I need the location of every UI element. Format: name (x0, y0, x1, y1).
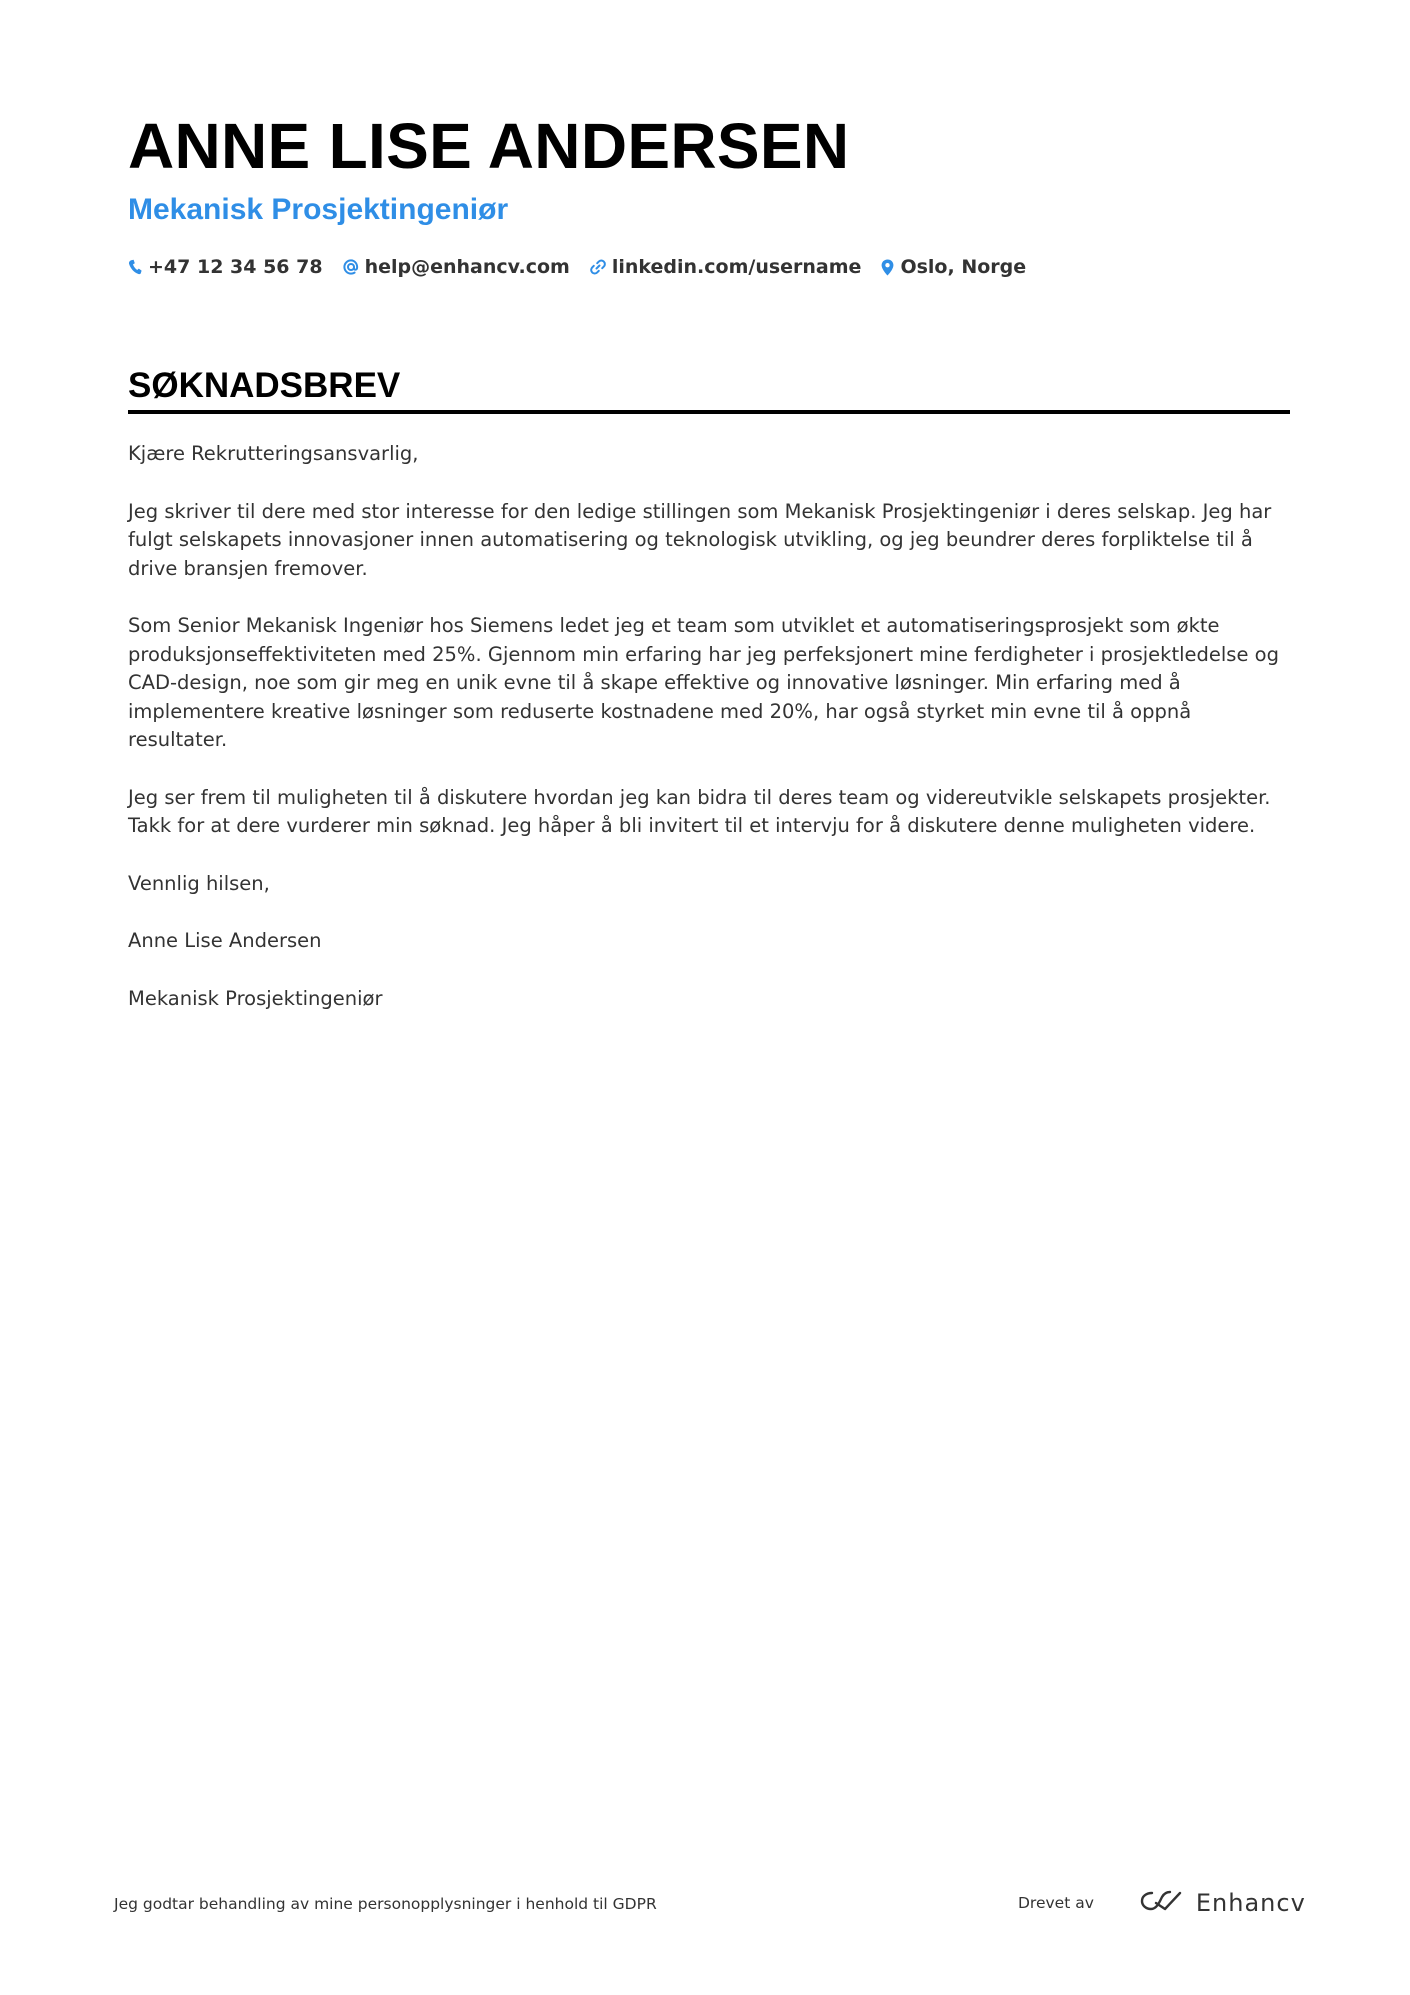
contact-phone (128, 252, 323, 282)
brand-name: Enhancv (1195, 1889, 1306, 1917)
contact-email-text: help@enhancv.com (364, 256, 570, 278)
link-icon (590, 259, 606, 275)
contact-location (881, 252, 1026, 282)
contact-location-text: Oslo, Norge (900, 256, 1027, 278)
phone-icon (128, 259, 142, 275)
location-pin-icon (881, 259, 894, 276)
letter-paragraph: Som Senior Mekanisk Ingeniør hos Siemens ledet jeg et team som utviklet et automatiseringsprosjekt som økte produksjonseffektiviteten med 25%. Gjennom min erfaring har jeg perfeksjonert mine ferdigheter i prosjektledelse og CAD-design, noe som gir meg en unik evne til å skape effektive og innovative løsninger. Min erfaring med å implementere kreative løsninger som reduserte kostnadene med 20%, har også styrket min evne til å oppnå resultater. (128, 614, 1279, 751)
letter-closing: Vennlig hilsen, (128, 871, 270, 895)
at-icon (343, 259, 359, 275)
powered-by-label: Drevet av (1018, 1894, 1094, 1912)
contact-email[interactable] (343, 252, 570, 282)
letter-paragraph: Jeg ser frem til muligheten til å diskutere hvordan jeg kan bidra til deres team og videreutvikle selskapets prosjekter. Takk for at dere vurderer min søknad. Jeg håper å bli invitert til et intervju for å diskutere denne muligheten videre. (128, 785, 1271, 837)
section-title: SØKNADSBREV (128, 366, 401, 405)
enhancv-logo-icon (1138, 1888, 1184, 1918)
letter-paragraph: Jeg skriver til dere med stor interesse for den ledige stillingen som Mekanisk Prosjektingeniør i deres selskap. Jeg har fulgt selskapets innovasjoner innen automatisering og teknologisk utvikling, og jeg beundrer deres forpliktelse til å drive bransjen fremover. (128, 499, 1272, 580)
gdpr-consent-text: Jeg godtar behandling av mine personopplysninger i henhold til GDPR (114, 1895, 657, 1913)
signature-name: Anne Lise Andersen (128, 929, 322, 952)
section-divider (128, 410, 1290, 414)
contact-linkedin-text: linkedin.com/username (611, 256, 862, 278)
candidate-title: Mekanisk Prosjektingeniør (128, 193, 509, 226)
letter-body (128, 440, 1290, 1042)
candidate-name: ANNE LISE ANDERSEN (128, 110, 850, 182)
contact-phone-text: +47 12 34 56 78 (148, 256, 323, 278)
enhancv-logo[interactable] (1138, 1888, 1306, 1918)
signature-title: Mekanisk Prosjektingeniør (128, 986, 383, 1010)
contact-info (128, 252, 1026, 282)
contact-linkedin[interactable] (590, 252, 862, 282)
letter-greeting: Kjære Rekrutteringsansvarlig, (128, 442, 419, 465)
footer-branding (1018, 1886, 1306, 1920)
